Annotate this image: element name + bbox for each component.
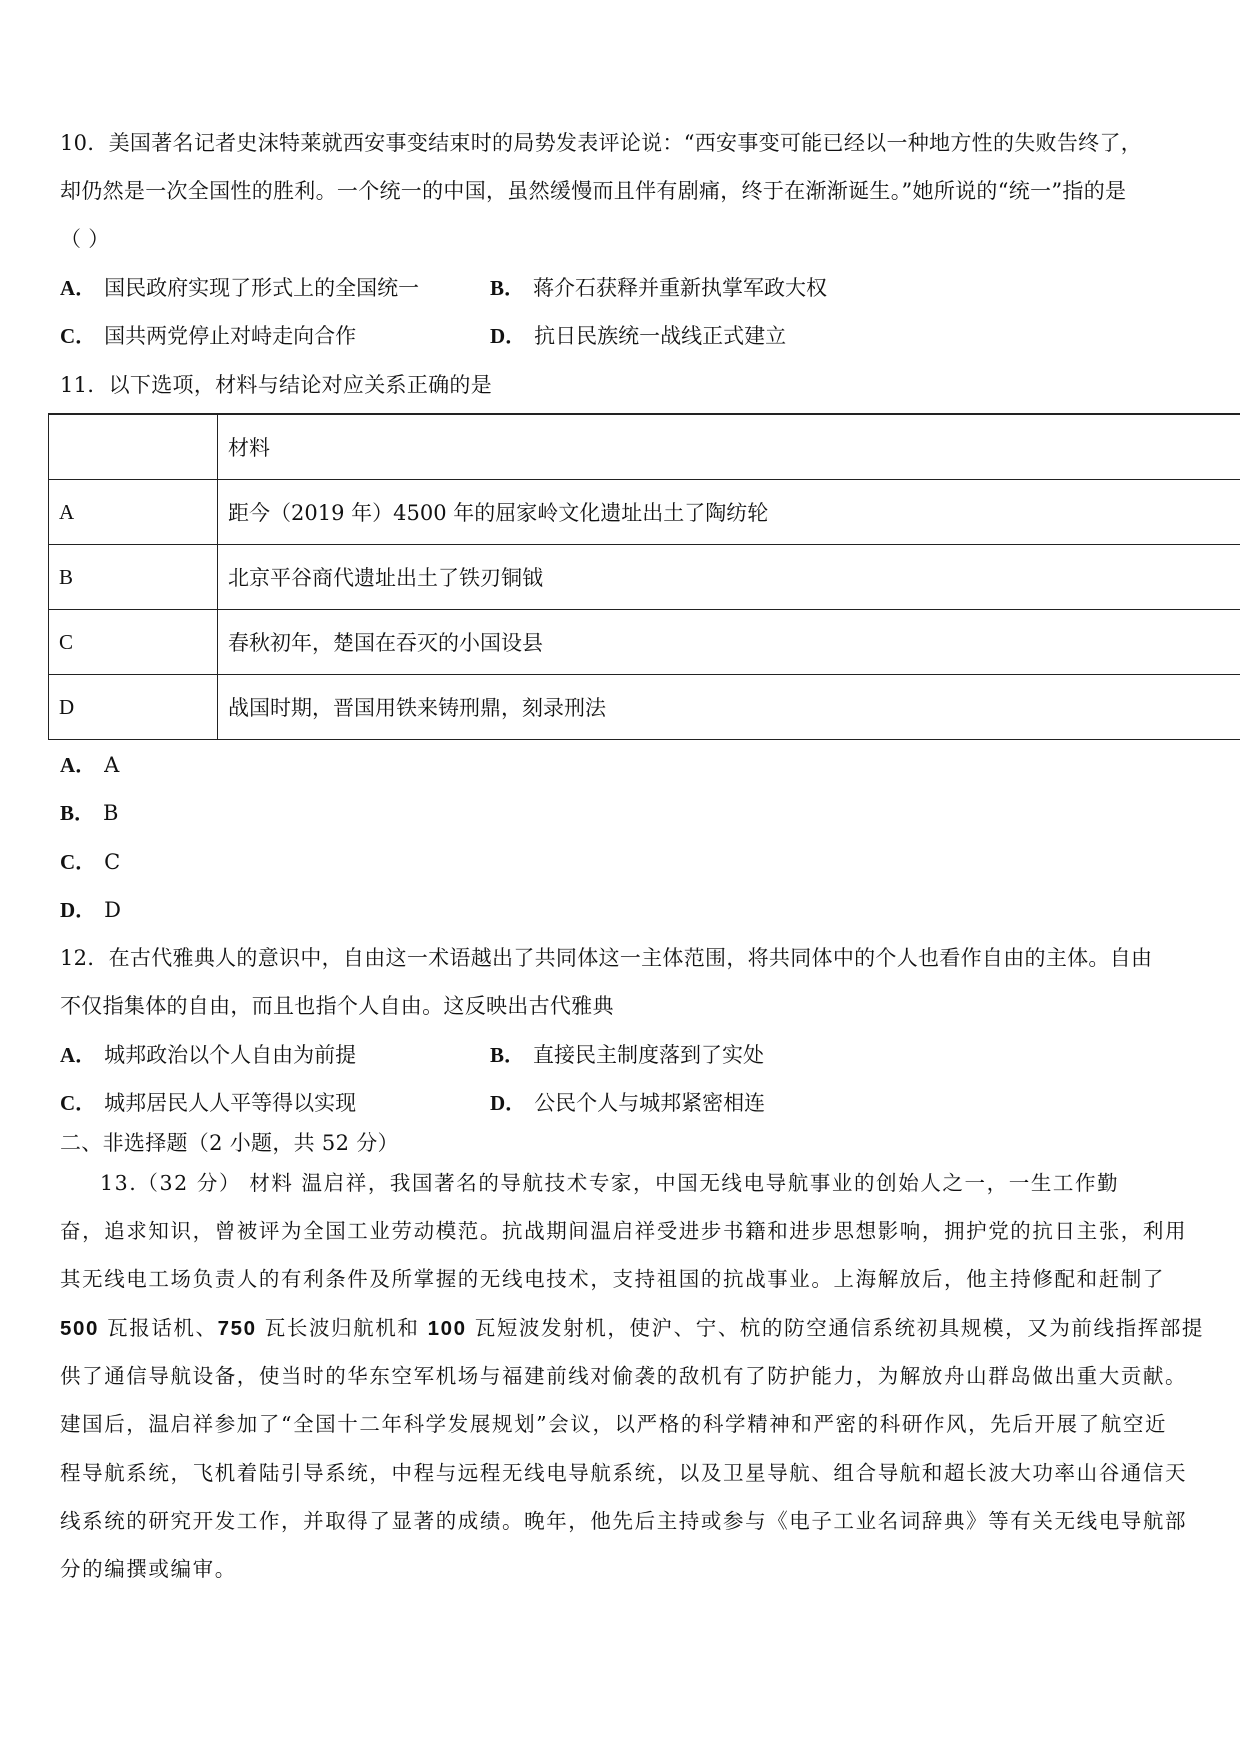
- q12-option-c[interactable]: [60, 1088, 356, 1118]
- q13-material-line3: 其无线电工场负责人的有利条件及所掌握的无线电技术，支持祖国的抗战事业。上海解放后，他主持修配和赶制了: [60, 1267, 1165, 1291]
- q10-stem-line3: （ ）: [60, 227, 110, 251]
- option-text: 城邦政治以个人自由为前提: [104, 1043, 357, 1067]
- option-label: C．: [60, 850, 97, 874]
- table-cell-key: D: [49, 675, 218, 740]
- q11-stem: 11．以下选项，材料与结论对应关系正确的是: [60, 373, 493, 397]
- section-heading: 二、非选择题（2 小题，共 52 分）: [60, 1131, 399, 1155]
- option-label: D．: [490, 324, 527, 348]
- table-cell-key: C: [49, 610, 218, 675]
- option-text: A: [104, 753, 120, 777]
- option-text: 国共两党停止对峙走向合作: [104, 324, 357, 348]
- table-cell-material: 春秋初年，楚国在吞灭的小国设县: [218, 610, 1240, 675]
- table-cell-key: B: [49, 545, 218, 610]
- q12-stem-line1: 12．在古代雅典人的意识中，自由这一术语越出了共同体这一主体范围，将共同体中的个人也看作自由的主体。自由: [60, 946, 1153, 970]
- option-text: 城邦居民人人平等得以实现: [104, 1091, 357, 1115]
- q13-material-line4: [60, 1313, 1204, 1344]
- option-text: 国民政府实现了形式上的全国统一: [104, 276, 420, 300]
- text-segment: 瓦长波归航机和: [256, 1316, 428, 1340]
- table-header-cell: [49, 414, 218, 480]
- option-label: C．: [60, 1091, 97, 1115]
- q10-option-c[interactable]: [60, 321, 356, 351]
- q11-option-d[interactable]: [60, 895, 121, 925]
- option-label: B．: [490, 1043, 526, 1067]
- option-text: C: [104, 850, 121, 874]
- option-text: B: [103, 801, 119, 825]
- q12-option-a[interactable]: [60, 1040, 356, 1070]
- q10-stem-line2: 却仍然是一次全国性的胜利。一个统一的中国，虽然缓慢而且伴有剧痛，终于在渐渐诞生。”她所说的“统一”指的是: [60, 179, 1127, 203]
- option-label: A．: [60, 753, 97, 777]
- text-segment: 瓦报话机、: [99, 1316, 218, 1340]
- q13-material-line9: 分的编撰或编审。: [60, 1557, 237, 1581]
- q13-material-line7: 程导航系统，飞机着陆引导系统，中程与远程无线电导航系统，以及卫星导航、组合导航和超长波大功率山谷通信天: [60, 1461, 1188, 1485]
- table-header-cell: 材料: [218, 414, 1240, 480]
- q11-option-c[interactable]: [60, 847, 120, 877]
- table-header-row: [49, 414, 1240, 480]
- option-text: 直接民主制度落到了实处: [533, 1043, 765, 1067]
- number-500: 500: [60, 1317, 100, 1340]
- option-text: 蒋介石获释并重新执掌军政大权: [533, 276, 828, 300]
- number-750: 750: [217, 1317, 257, 1340]
- q12-option-b[interactable]: [490, 1040, 764, 1070]
- table-cell-material: 北京平谷商代遗址出土了铁刃铜钺: [218, 545, 1240, 610]
- option-label: B．: [490, 276, 526, 300]
- q10-stem-line1: 10．美国著名记者史沫特莱就西安事变结束时的局势发表评论说：“西安事变可能已经以一种地方性的失败告终了，: [60, 131, 1143, 155]
- table-cell-key: A: [49, 480, 218, 545]
- q12-option-d[interactable]: [490, 1088, 765, 1118]
- q10-option-b[interactable]: [490, 273, 827, 303]
- table-row: [49, 610, 1240, 675]
- option-label: D．: [490, 1091, 527, 1115]
- q12-stem-line2: 不仅指集体的自由，而且也指个人自由。这反映出古代雅典: [60, 994, 614, 1018]
- option-label: A．: [60, 276, 97, 300]
- option-label: C．: [60, 324, 97, 348]
- option-label: A．: [60, 1043, 97, 1067]
- q11-option-b[interactable]: [60, 798, 118, 828]
- q13-material-line5: 供了通信导航设备，使当时的华东空军机场与福建前线对偷袭的敌机有了防护能力，为解放舟山群岛做出重大贡献。: [60, 1364, 1188, 1388]
- option-label: B．: [60, 801, 96, 825]
- q13-material-line2: 奋，追求知识，曾被评为全国工业劳动模范。抗战期间温启祥受进步书籍和进步思想影响，拥护党的抗日主张，利用: [60, 1219, 1188, 1243]
- option-text: D: [104, 898, 122, 922]
- q11-material-table: [48, 413, 1240, 740]
- q13-material-line6: 建国后，温启祥参加了“全国十二年科学发展规划”会议，以严格的科学精神和严密的科研作风，先后开展了航空近: [60, 1412, 1168, 1436]
- q10-option-d[interactable]: [490, 321, 786, 351]
- q11-option-a[interactable]: [60, 750, 119, 780]
- table-cell-material: 战国时期，晋国用铁来铸刑鼎，刻录刑法: [218, 675, 1240, 740]
- option-text: 公民个人与城邦紧密相连: [534, 1091, 766, 1115]
- option-label: D．: [60, 898, 97, 922]
- table-row: [49, 545, 1240, 610]
- text-segment: 瓦短波发射机，使沪、宁、杭的防空通信系统初具规模，又为前线指挥部提: [466, 1316, 1205, 1340]
- number-100: 100: [427, 1317, 467, 1340]
- table-row: [49, 675, 1240, 740]
- q13-material-line1: 13.（32 分） 材料 温启祥，我国著名的导航技术专家，中国无线电导航事业的创始人之一，一生工作勤: [100, 1171, 1120, 1195]
- option-text: 抗日民族统一战线正式建立: [534, 324, 787, 348]
- table-cell-material: 距今（2019 年）4500 年的屈家岭文化遗址出土了陶纺轮: [218, 480, 1240, 545]
- table-row: [49, 480, 1240, 545]
- q13-material-line8: 线系统的研究开发工作，并取得了显著的成绩。晚年，他先后主持或参与《电子工业名词辞典》等有关无线电导航部: [60, 1509, 1188, 1533]
- q10-option-a[interactable]: [60, 273, 419, 303]
